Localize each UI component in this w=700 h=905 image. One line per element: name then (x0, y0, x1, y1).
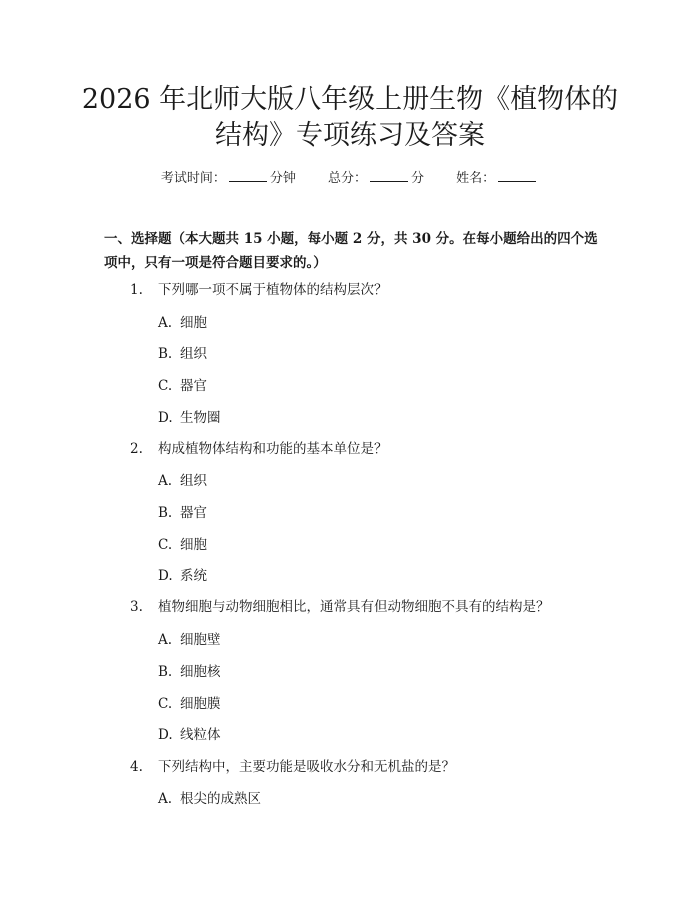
document-title-line-2: 结构》专项练习及答案 (215, 120, 485, 151)
question-3-option-c (158, 694, 221, 714)
question-2-option-c (158, 535, 207, 555)
question-text: 构成植物体结构和功能的基本单位是？ (158, 441, 388, 457)
question-1-option-a (158, 313, 207, 333)
total-score-blank (370, 168, 408, 182)
option-letter: B. (158, 505, 173, 521)
question-text: 下列哪一项不属于植物体的结构层次？ (158, 282, 388, 298)
question-4-option-a (158, 789, 261, 809)
question-text: 下列结构中，主要功能是吸收水分和无机盐的是？ (158, 759, 455, 775)
student-name-label: 姓名： (456, 171, 496, 186)
question-1-option-c (158, 376, 207, 396)
exam-time-blank (229, 168, 267, 182)
exam-time-unit: 分钟 (269, 171, 296, 186)
option-text: 细胞 (180, 537, 207, 553)
question-3-option-a (158, 630, 221, 650)
option-letter: B. (158, 664, 173, 680)
question-2-option-b (158, 503, 207, 523)
question-1 (130, 280, 388, 300)
exam-time-label: 考试时间： (160, 171, 226, 186)
option-letter: A. (158, 791, 173, 807)
question-1-option-d (158, 408, 221, 428)
section-heading: 一、选择题（本大题共 15 小题，每小题 2 分，共 30 分。在每小题给出的四个选项中，只有一项是符合题目要求的。） (104, 231, 598, 271)
question-3 (130, 597, 550, 617)
question-2 (130, 439, 388, 459)
student-name-field (456, 168, 539, 189)
question-text: 植物细胞与动物细胞相比，通常具有但动物细胞不具有的结构是？ (158, 599, 550, 615)
option-letter: C. (158, 378, 173, 394)
option-text: 根尖的成熟区 (180, 791, 261, 807)
option-letter: A. (158, 315, 173, 331)
option-text: 器官 (180, 505, 207, 521)
question-3-option-b (158, 662, 221, 682)
option-text: 组织 (180, 346, 207, 362)
question-number: 1. (130, 282, 143, 298)
question-1-option-b (158, 344, 207, 364)
option-text: 器官 (180, 378, 207, 394)
document-title-line-1: 2026 年北师大版八年级上册生物《植物体的 (81, 84, 619, 115)
option-letter: D. (158, 410, 173, 426)
exam-time-field (161, 168, 296, 189)
option-text: 细胞膜 (180, 696, 221, 712)
question-2-option-d (158, 566, 207, 586)
option-letter: C. (158, 696, 173, 712)
option-text: 细胞 (180, 315, 207, 331)
option-text: 生物圈 (180, 410, 221, 426)
question-3-option-d (158, 725, 221, 745)
total-score-unit: 分 (411, 171, 425, 186)
option-text: 细胞核 (180, 664, 221, 680)
option-text: 系统 (180, 568, 207, 584)
option-text: 组织 (180, 473, 207, 489)
option-letter: B. (158, 346, 173, 362)
question-4 (130, 757, 455, 777)
question-number: 4. (130, 759, 143, 775)
option-letter: D. (158, 568, 173, 584)
question-number: 2. (130, 441, 143, 457)
question-number: 3. (130, 599, 143, 615)
question-2-option-a (158, 471, 207, 491)
option-letter: D. (158, 727, 173, 743)
exam-info-row (0, 168, 700, 189)
option-text: 线粒体 (180, 727, 221, 743)
option-letter: A. (158, 473, 173, 489)
option-letter: C. (158, 537, 173, 553)
option-letter: A. (158, 632, 173, 648)
total-score-field (328, 168, 424, 189)
total-score-label: 总分： (327, 171, 367, 186)
student-name-blank (498, 168, 536, 182)
option-text: 细胞壁 (180, 632, 221, 648)
